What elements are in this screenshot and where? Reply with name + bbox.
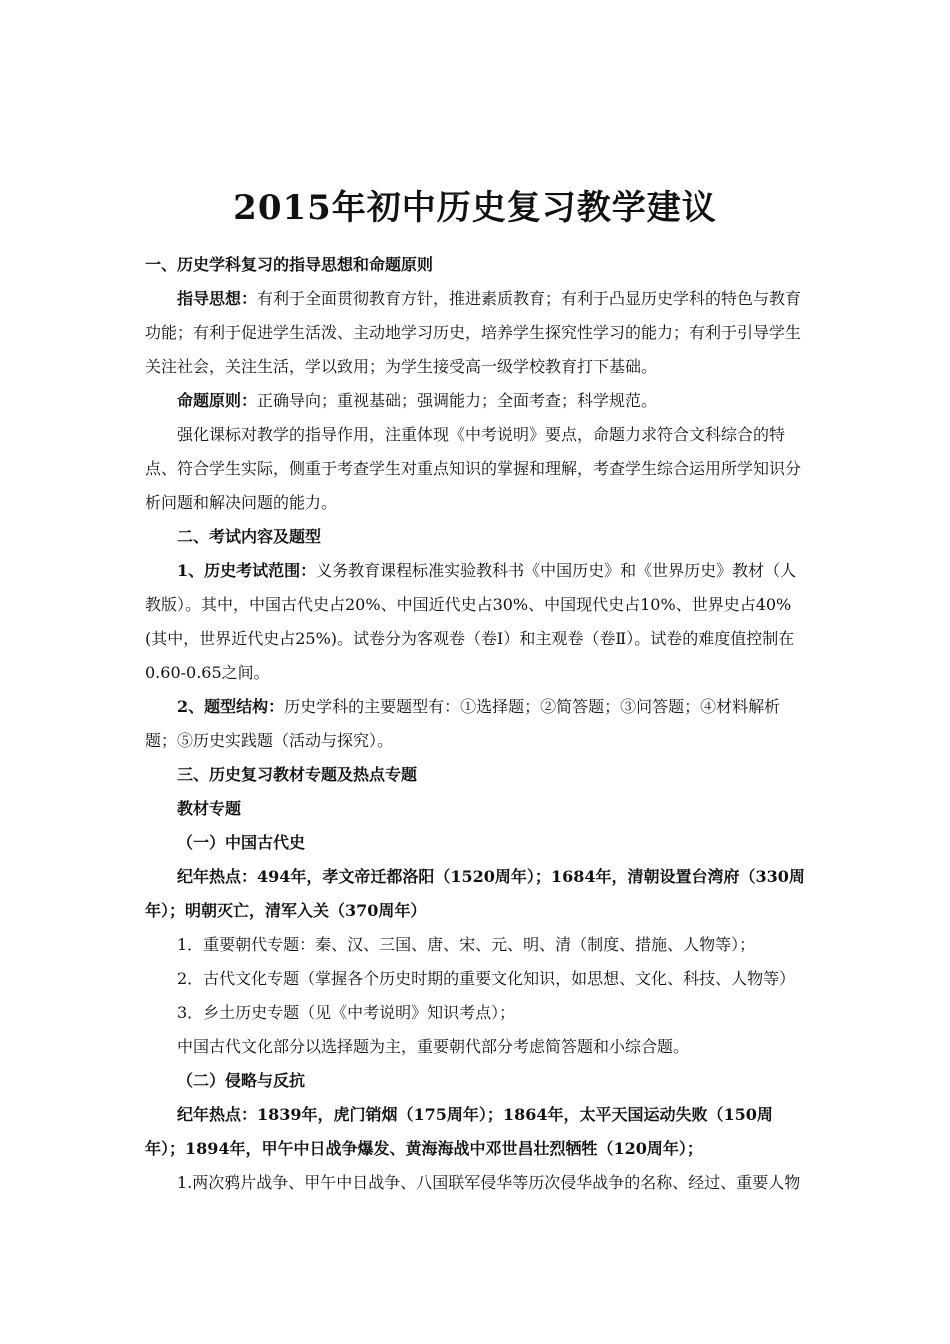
- document-body: [145, 248, 810, 1200]
- guiding-ideology-paragraph: [145, 282, 810, 384]
- document-title: 2015年初中历史复习教学建议: [233, 188, 717, 228]
- exam-scope-paragraph: [145, 554, 810, 690]
- section-3-heading: 三、历史复习教材专题及热点专题: [177, 765, 418, 784]
- ancient-china-item-1: 1．重要朝代专题：秦、汉、三国、唐、宋、元、明、清（制度、措施、人物等）；: [177, 935, 756, 954]
- question-structure-label: 2、题型结构：: [177, 697, 285, 716]
- aggression-resistance-heading: （二）侵略与反抗: [177, 1071, 306, 1090]
- textbook-topics-heading: 教材专题: [177, 799, 242, 818]
- curriculum-guidance-paragraph: 强化课标对教学的指导作用，注重体现《中考说明》要点，命题力求符合文科综合的特点、符合学生实际，侧重于考查学生对重点知识的掌握和理解，考查学生综合运用所学知识分析问题和解决问题的能力。: [145, 425, 802, 512]
- ancient-china-heading: （一）中国古代史: [177, 833, 306, 852]
- ancient-china-item-3: 3．乡土历史专题（见《中考说明》知识考点）；: [177, 1003, 516, 1022]
- section-1-heading: 一、历史学科复习的指导思想和命题原则: [145, 255, 434, 274]
- guiding-ideology-text: 有利于全面贯彻教育方针，推进素质教育；有利于凸显历史学科的特色与教育功能；有利于促进学生活泼、主动地学习历史，培养学生探究性学习的能力；有利于引导学生关注社会，关注生活，学以致用；为学生接受高一级学校教育打下基础。: [145, 289, 802, 376]
- question-structure-text: 历史学科的主要题型有：①选择题；②简答题；③问答题；④材料解析题；⑤历史实践题（活动与探究）。: [145, 697, 781, 750]
- exam-scope-text: 义务教育课程标准实验教科书《中国历史》和《世界历史》教材（人教版）。其中，中国古代史占20%、中国近代史占30%、中国现代史占10%、世界史占40%(其中，世界近代史占25%)。试卷分为客观卷（卷Ⅰ）和主观卷（卷Ⅱ）。试卷的难度值控制在0.60-0.65之间。: [145, 561, 797, 682]
- ancient-china-note: 中国古代文化部分以选择题为主，重要朝代部分考虑简答题和小综合题。: [177, 1037, 690, 1056]
- exam-scope-label: 1、历史考试范围：: [177, 561, 317, 580]
- ancient-china-item-2: 2．古代文化专题（掌握各个历史时期的重要文化知识，如思想、文化、科技、人物等）: [177, 969, 796, 988]
- aggression-resistance-hot-topics: 纪年热点：1839年，虎门销烟（175周年）；1864年，太平天国运动失败（150周年）；1894年，甲午中日战争爆发、黄海海战中邓世昌壮烈牺牲（120周年）；: [145, 1105, 773, 1158]
- section-2-heading: 二、考试内容及题型: [177, 527, 322, 546]
- proposition-principle-label: 命题原则：: [177, 391, 258, 410]
- ancient-china-hot-topics: 纪年热点：494年，孝文帝迁都洛阳（1520周年）；1684年，清朝设置台湾府（330周年）；明朝灭亡，清军入关（370周年）: [145, 867, 805, 920]
- question-structure-paragraph: [145, 690, 810, 758]
- proposition-principle-text: 正确导向；重视基础；强调能力；全面考查；科学规范。: [257, 391, 658, 410]
- aggression-resistance-item-1: 1.两次鸦片战争、甲午中日战争、八国联军侵华等历次侵华战争的名称、经过、重要人物: [177, 1173, 801, 1192]
- proposition-principle-paragraph: [145, 384, 810, 418]
- guiding-ideology-label: 指导思想：: [177, 289, 258, 308]
